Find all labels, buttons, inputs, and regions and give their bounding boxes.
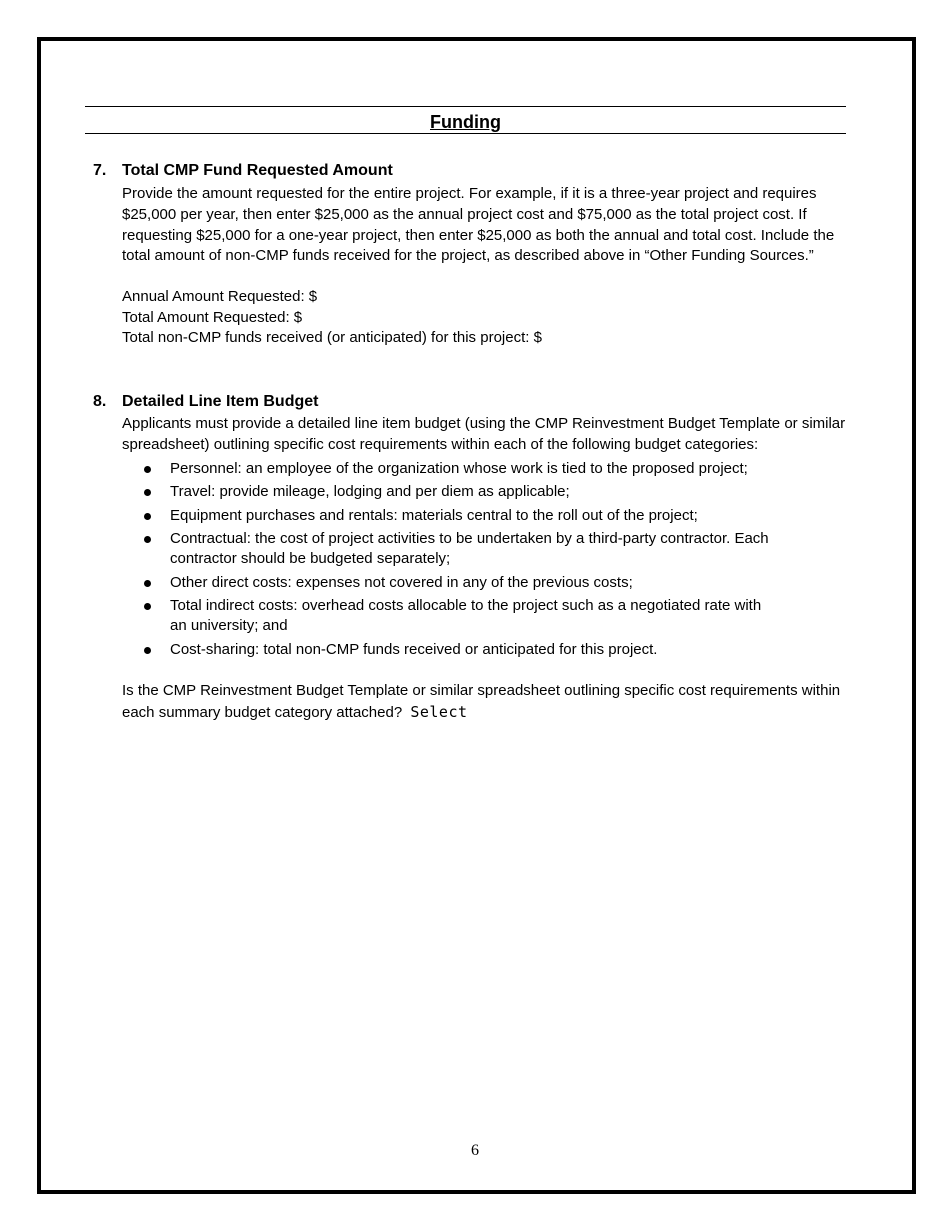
bullet-icon: [144, 536, 151, 543]
list-item: Total indirect costs: overhead costs allocable to the project such as a negotiated rate with an university; and: [122, 596, 780, 636]
bullet-icon: [144, 466, 151, 473]
non-cmp-funds-field[interactable]: [122, 328, 857, 349]
item-description: Provide the amount requested for the entire project. For example, if it is a three-year project and requires $25,000 per year, then enter $25,000 as the annual project cost and $75,000 as the total project cost. If requesting $25,000 for a one-year project, then enter $25,000 as both the annual and total cost. Include the total amount of non-CMP funds received for the project, as described above in “Other Funding Sources.”: [122, 185, 835, 265]
list-item: Travel: provide mileage, lodging and per diem as applicable;: [122, 482, 780, 502]
bullet-icon: [144, 580, 151, 587]
section-title: Funding: [430, 112, 501, 132]
budget-attached-question: Is the CMP Reinvestment Budget Template or similar spreadsheet outlining specific cost requirements within each summary budget category attached? Select: [122, 682, 841, 721]
item-number: 7.: [93, 162, 107, 179]
item-heading: Total CMP Fund Requested Amount: [122, 162, 393, 179]
budget-attached-select[interactable]: Select: [410, 702, 468, 721]
bullet-icon: [144, 489, 151, 496]
bullet-icon: [144, 647, 151, 654]
field-label: Total non-CMP funds received (or anticipated) for this project: $: [122, 329, 542, 347]
total-amount-field[interactable]: [122, 308, 857, 329]
item-number: 8.: [93, 393, 107, 410]
annual-amount-field[interactable]: [122, 287, 857, 308]
list-item: Contractual: the cost of project activities to be undertaken by a third-party contractor. Each contractor should be budgeted separately;: [122, 529, 780, 569]
list-item: Equipment purchases and rentals: materials central to the roll out of the project;: [122, 506, 780, 526]
item-body: [122, 184, 857, 349]
field-label: Annual Amount Requested: $: [122, 288, 318, 306]
bullet-icon: [144, 513, 151, 520]
list-item: Cost-sharing: total non-CMP funds received or anticipated for this project.: [122, 640, 780, 660]
page-number: 6: [471, 1142, 479, 1159]
budget-category-list: [122, 459, 857, 660]
list-item: Personnel: an employee of the organization whose work is tied to the proposed project;: [122, 459, 780, 479]
section-header: [85, 106, 846, 134]
item-description: Applicants must provide a detailed line item budget (using the CMP Reinvestment Budget Template or similar spreadsheet) outlining specific cost requirements within each of the following budget categories:: [122, 415, 846, 453]
field-label: Total Amount Requested: $: [122, 308, 303, 326]
bullet-icon: [144, 603, 151, 610]
item-heading: Detailed Line Item Budget: [122, 393, 319, 410]
list-item: Other direct costs: expenses not covered in any of the previous costs;: [122, 573, 780, 593]
item-body: [122, 414, 857, 724]
